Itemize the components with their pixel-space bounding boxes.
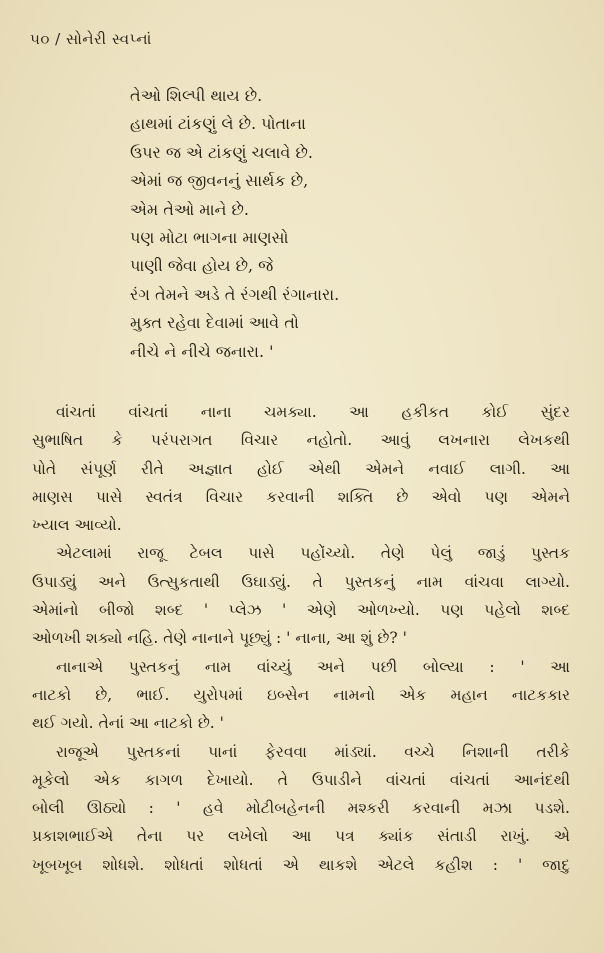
text-line: પ્રકાશભાઈએ તેના પર લખેલો આ પત્ર ક્યાંક સંતાડી રાખું. એ [32, 827, 570, 846]
text-line: મૂકેલો એક કાગળ દેખાયો. તે ઉપાડીને વાંચતાં વાંચતાં આનંદથી [32, 770, 570, 789]
paragraph-2 [32, 539, 570, 652]
paragraph-1 [32, 398, 570, 539]
prose-body [32, 398, 570, 879]
poem-line: મુક્ત રહેવા દેવામાં આવે તો [130, 313, 299, 333]
poem-line: એમ તેઓ માને છે. [130, 199, 249, 219]
text-line: થઈ ગયો. તેનાં આ નાટકો છે. ' [32, 714, 224, 733]
poem-line: તેઓ શિલ્પી થાય છે. [130, 86, 263, 105]
paragraph-3 [32, 653, 570, 738]
text-line: પોતે સંપૂર્ણ રીતે અજ્ઞાત હોઈ એથી એમને નવાઈ લાગી. આ [32, 459, 570, 478]
text-line: ખૂબખૂબ શોધશે. શોધતાં શોધતાં એ થાકશે એટલે કહીશ : ' જાદુ [32, 855, 570, 874]
poem-block [130, 82, 530, 366]
poem-line: પણ મોટા ભાગના માણસો [130, 227, 289, 247]
text-line: નાટકો છે, ભાઈ. યુરોપમાં ઇબ્સેન નામનો એક મહાન નાટકકાર [32, 685, 570, 704]
text-line: સુભાષિત કે પરંપરાગત વિચાર નહોતો. આવું લખનારા લેખકથી [32, 431, 570, 450]
text-line: એમાંનો બીજો શબ્દ ' પ્લેઝ ' એણે ઓળખ્યો. પણ પહેલો શબ્દ [32, 601, 570, 620]
poem-line: ઉપર જ એ ટાંકણું ચલાવે છે. [130, 142, 313, 162]
poem-line: હાથમાં ટાંકણું લે છે. પોતાના [130, 114, 306, 134]
text-line: રાજૂએ પુસ્તકનાં પાનાં ફેરવવા માંડ્યાં. વચ્ચે નિશાની તરીકે [56, 742, 570, 761]
poem-line: નીચે ને નીચે જનારા. ' [130, 341, 274, 361]
poem-line: પાણી જેવા હોય છે, જે [130, 256, 274, 276]
text-line: વાંચતાં વાંચતાં નાના ચમક્યા. આ હકીકત કોઈ સુંદર [56, 403, 570, 421]
page-header: ૫૦ / સોનેરી સ્વપ્નાં [30, 30, 152, 48]
text-line: ખ્યાલ આવ્યો. [32, 516, 122, 535]
text-line: માણસ પાસે સ્વતંત્ર વિચાર કરવાની શક્તિ છે એવો પણ એમને [32, 487, 570, 506]
text-line: ઉપાડ્યું અને ઉત્સુકતાથી ઉઘાડ્યું. તે પુસ્તકનું નામ વાંચવા લાગ્યો. [32, 572, 570, 591]
poem-line: એમાં જ જીવનનું સાર્થક છે, [130, 171, 309, 191]
paragraph-4 [32, 738, 570, 879]
text-line: બોલી ઊઠ્યો : ' હવે મોટીબહેનની મશ્કરી કરવાની મઝા પડશે. [32, 799, 570, 818]
poem-line: રંગ તેમને અડે તે રંગથી રંગાનારા. [130, 284, 340, 304]
text-line: એટલામાં રાજૂ ટેબલ પાસે પહોંચ્યો. તેણે પેલું જાડું પુસ્તક [56, 544, 570, 563]
text-line: નાનાએ પુસ્તકનું નામ વાંચ્યું અને પછી બોલ્યા : ' આ [56, 657, 570, 676]
text-line: ઓળખી શક્યો નહિ. તેણે નાનાને પૂછ્યું : ' નાના, આ શું છે? ' [32, 629, 407, 648]
